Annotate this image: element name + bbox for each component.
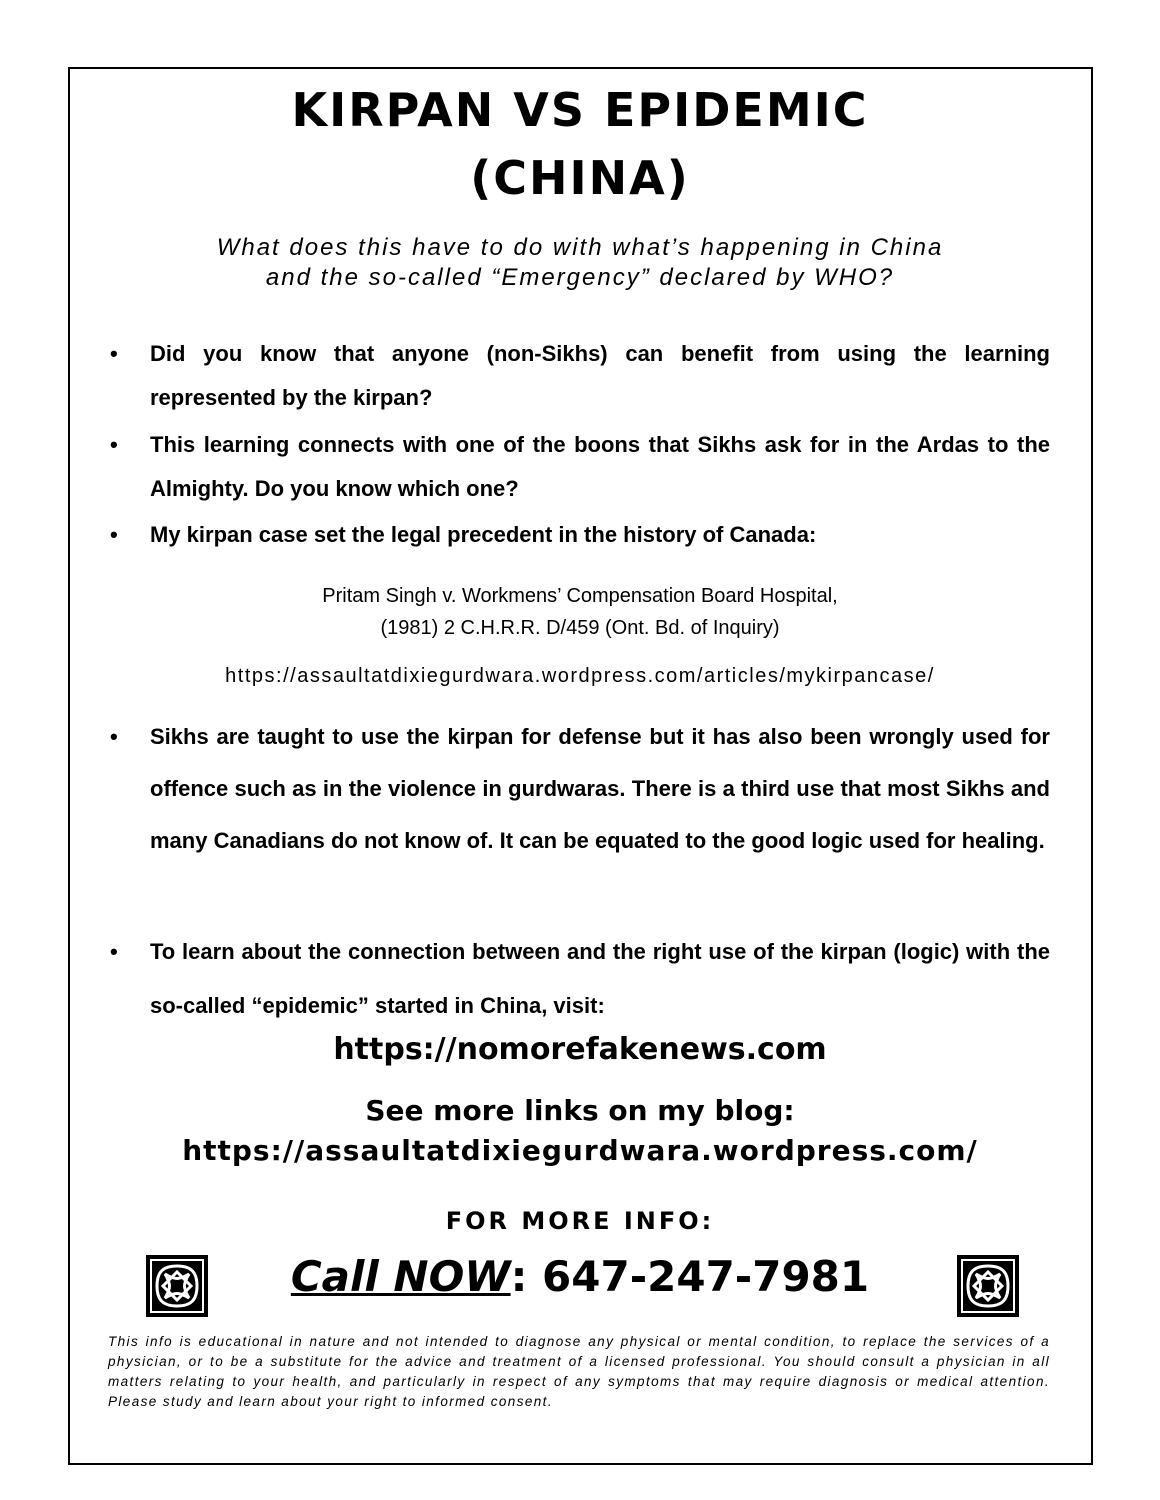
case-citation-line-2: (1981) 2 C.H.R.R. D/459 (Ont. Bd. of Inquiry)	[380, 617, 780, 639]
call-colon: :	[510, 1252, 528, 1301]
bullet-dot: •	[110, 939, 118, 964]
title-line-1: KIRPAN VS EPIDEMIC	[291, 83, 869, 137]
bullet-text: Sikhs are taught to use the kirpan for defense but it has also been wrongly used for offence such as in the violence in gurdwaras. There is a third use that most Sikhs and many Canadians do not know of. It can be equated to the good logic used for healing.	[150, 724, 1050, 853]
blog-url-link[interactable]: https://assaultatdixiegurdwara.wordpress.com/	[182, 1134, 978, 1167]
bullet-item	[110, 423, 1050, 511]
phone-number[interactable]: 647-247-7981	[542, 1252, 870, 1301]
main-url-link[interactable]: https://nomorefakenews.com	[333, 1032, 827, 1067]
bullet-list	[110, 0, 1050, 1020]
subtitle-line-1: What does this have to do with what’s happening in China	[216, 234, 944, 261]
bullet-item	[110, 332, 1050, 420]
bullet-text: Did you know that anyone (non-Sikhs) can benefit from using the learning represented by the kirpan?	[150, 341, 1050, 410]
bullet-dot: •	[110, 341, 118, 366]
bullet-dot: •	[110, 522, 118, 547]
title-line-2: (CHINA)	[470, 151, 690, 205]
celtic-knot-icon	[145, 1254, 209, 1318]
bullet-dot: •	[110, 432, 118, 457]
bullet-item	[110, 925, 1050, 1033]
celtic-knot-icon	[956, 1254, 1020, 1318]
subtitle-line-2: and the so-called “Emergency” declared by WHO?	[265, 264, 895, 291]
bullet-text: This learning connects with one of the boons that Sikhs ask for in the Ardas to the Almighty. Do you know which one?	[150, 432, 1050, 501]
more-info-heading: FOR MORE INFO:	[445, 1207, 715, 1235]
blog-heading: See more links on my blog:	[365, 1094, 795, 1127]
bullet-dot: •	[110, 724, 118, 749]
bullet-item	[110, 513, 1050, 557]
case-url-link[interactable]: https://assaultatdixiegurdwara.wordpress.com/articles/mykirpancase/	[225, 665, 935, 687]
bullet-text: To learn about the connection between and the right use of the kirpan (logic) with the so-called “epidemic” started in China, visit:	[150, 939, 1050, 1018]
bullet-item	[110, 711, 1050, 867]
call-now-label: Call NOW	[290, 1252, 511, 1301]
bullet-text: My kirpan case set the legal precedent in the history of Canada:	[150, 522, 817, 547]
case-citation-line-1: Pritam Singh v. Workmens’ Compensation Board Hospital,	[322, 585, 838, 607]
disclaimer-text: This info is educational in nature and not intended to diagnose any physical or mental condition, to replace the services of a physician, or to be a substitute for the advice and treatment of a licensed professional. You should consult a physician in all matters relating to your health, and particularly in respect of any symptoms that may require diagnosis or medical attention. Please study and learn about your right to informed consent.	[108, 1334, 1050, 1409]
